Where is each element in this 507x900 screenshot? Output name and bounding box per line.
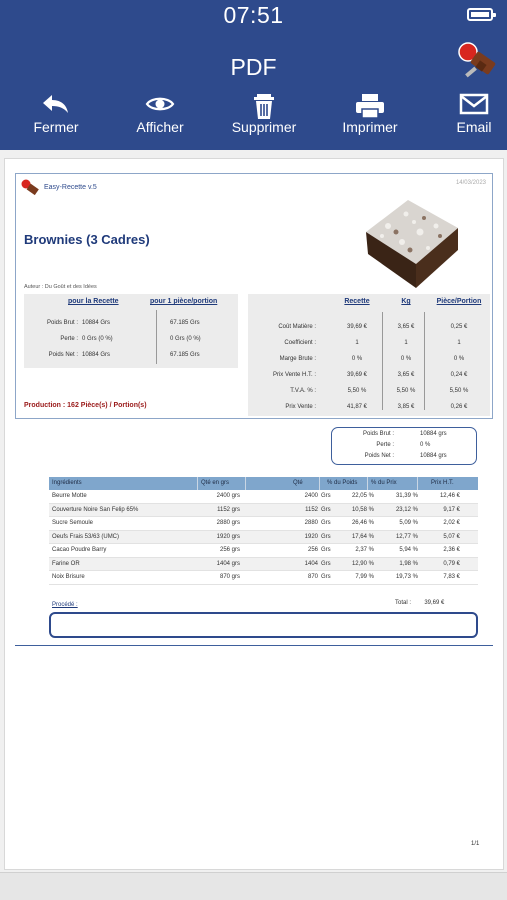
ingredient-cell-ph: 2,36 € <box>443 547 460 553</box>
ingredient-cell-name: Beurre Motte <box>52 493 87 499</box>
email-label: Email <box>456 119 492 135</box>
view-button[interactable] <box>110 92 210 135</box>
row-coefficient: Coefficient : 1 1 1 <box>284 340 461 346</box>
ingredient-cell-unit: Grs <box>321 520 331 526</box>
ingredient-cell-pp: 17,64 % <box>351 533 374 540</box>
ingredient-row <box>49 531 478 545</box>
bottom-bar <box>0 872 507 900</box>
app-name: Easy-Recette v.5 <box>44 184 97 191</box>
recipe-card <box>15 173 493 419</box>
ingredient-cell-name: Noix Brisure <box>52 574 85 580</box>
trash-icon <box>248 92 280 120</box>
ingredients-table <box>49 477 478 585</box>
print-label: Imprimer <box>342 119 398 135</box>
total-cost: Total : 39,69 € <box>395 600 445 606</box>
app-logo-icon <box>455 40 499 84</box>
ingredients-rows <box>49 490 478 585</box>
ingredient-cell-pp: 2,37 % <box>355 547 374 553</box>
email-button[interactable] <box>424 92 507 135</box>
production-summary: Production : 162 Pièce(s) / Portion(s) <box>24 402 147 409</box>
procede-label: Procédé : <box>52 602 78 608</box>
ingredient-cell-qg: 870 grs <box>219 574 240 580</box>
eye-icon <box>144 92 176 116</box>
ingredient-cell-ph: 5,07 € <box>443 533 460 540</box>
ingredient-cell-pr: 31,39 % <box>395 493 418 499</box>
ingredient-cell-unit: Grs <box>321 560 331 567</box>
envelope-icon <box>458 92 490 116</box>
ingredient-cell-pp: 10,58 % <box>351 506 374 513</box>
ingredient-cell-qg: 2400 grs <box>216 493 240 499</box>
header-pour-recette: pour la Recette <box>68 298 119 305</box>
ingredient-cell-ph: 0,79 € <box>443 560 460 567</box>
row-perte: Perte : 0 Grs (0 %) 0 Grs (0 %) <box>60 336 201 342</box>
ingredient-row <box>49 490 478 504</box>
row-poids-net: Poids Net : 10884 Grs 67.185 Grs <box>48 352 200 358</box>
ingredient-cell-unit: Grs <box>321 506 331 513</box>
toolbar <box>0 92 507 148</box>
ingredient-cell-unit: Grs <box>321 574 331 580</box>
header-kg: Kg <box>401 298 411 305</box>
ingredient-row <box>49 571 478 585</box>
procede-box <box>49 612 478 638</box>
ingredient-cell-q: 1920 <box>304 533 318 540</box>
page-number: 1/1 <box>471 841 480 847</box>
recipe-author: Auteur : Du Goût et des Idées <box>24 284 97 290</box>
ingredient-row <box>49 558 478 572</box>
delete-label: Supprimer <box>231 119 297 135</box>
ingredient-cell-q: 256 <box>307 547 318 553</box>
close-label: Fermer <box>33 119 79 135</box>
header-piece-portion: Pièce/Portion <box>436 298 482 305</box>
ingredient-cell-q: 870 <box>307 574 318 580</box>
weight-summary-box: Poids Brut : 10884 grs Perte : 0 % Poids Net : 10884 grs <box>331 427 477 465</box>
ingredient-cell-ph: 12,46 € <box>439 493 460 499</box>
divider <box>15 645 493 646</box>
close-button[interactable] <box>6 92 106 135</box>
ingredient-cell-q: 2400 <box>304 493 318 499</box>
delete-button[interactable] <box>214 92 314 135</box>
ingredient-cell-name: Sucre Semoule <box>52 520 94 526</box>
ingredient-cell-ph: 2,02 € <box>443 520 460 526</box>
ingredient-cell-pr: 1,98 % <box>399 560 418 567</box>
view-label: Afficher <box>136 119 184 135</box>
ingredient-cell-q: 1404 <box>304 560 318 567</box>
ingredient-cell-pr: 5,09 % <box>399 520 418 526</box>
ingredient-cell-pp: 12,90 % <box>351 560 374 567</box>
row-prix-vente-ht: Prix Vente H.T. : 39,69 € 3,65 € 0,24 € <box>272 372 468 378</box>
ingredient-cell-q: 1152 <box>305 506 318 513</box>
app-logo-small-icon <box>20 178 40 198</box>
ingredient-cell-qg: 256 grs <box>219 547 240 553</box>
ingredient-cell-pr: 12,77 % <box>395 533 418 540</box>
ingredient-cell-ph: 9,17 € <box>443 506 460 513</box>
ingredient-row <box>49 544 478 558</box>
row-tva: T.V.A. % : 5,50 % 5,50 % 5,50 % <box>290 388 469 394</box>
app-header <box>0 0 507 150</box>
ingredient-cell-pr: 5,94 % <box>399 547 418 553</box>
ingredient-cell-qg: 1404 grs <box>216 560 240 567</box>
ingredient-cell-pp: 7,99 % <box>355 574 374 580</box>
ingredient-cell-qg: 1920 grs <box>216 533 240 540</box>
ingredient-cell-unit: Grs <box>321 533 331 540</box>
cost-table <box>248 294 490 416</box>
row-poids-brut: Poids Brut : 10884 Grs 67.185 Grs <box>46 320 200 326</box>
ingredient-cell-pr: 19,73 % <box>395 574 418 580</box>
status-time: 07:51 <box>223 2 284 28</box>
back-arrow-icon <box>40 92 72 116</box>
ingredient-cell-pp: 26,46 % <box>351 520 374 526</box>
ingredient-cell-unit: Grs <box>321 547 331 553</box>
pdf-page[interactable] <box>4 158 504 870</box>
header-pour-piece: pour 1 pièce/portion <box>150 298 218 305</box>
ingredient-cell-pp: 22,05 % <box>351 493 374 499</box>
ingredient-cell-name: Oeufs Frais 53/63 (UMC) <box>52 533 120 540</box>
ingredient-cell-unit: Grs <box>321 493 331 499</box>
ingredient-cell-q: 2880 <box>304 520 318 526</box>
document-date: 14/03/2023 <box>455 180 486 186</box>
recipe-title: Brownies (3 Cadres) <box>24 232 150 247</box>
ingredient-cell-pr: 23,12 % <box>395 506 418 513</box>
print-button[interactable] <box>320 92 420 135</box>
row-prix-vente: Prix Vente : 41,87 € 3,85 € 0,26 € <box>285 404 468 410</box>
ingredient-cell-ph: 7,83 € <box>443 574 460 580</box>
row-cout-matiere: Coût Matière : 39,69 € 3,65 € 0,25 € <box>278 324 468 330</box>
ingredient-row <box>49 504 478 518</box>
page-title: PDF <box>230 54 277 80</box>
weight-table <box>24 294 238 368</box>
ingredient-cell-name: Couverture Noire San Felip 65% <box>52 506 139 513</box>
row-marge-brute: Marge Brute : 0 % 0 % 0 % <box>279 356 465 362</box>
battery-icon <box>467 8 493 21</box>
ingredient-cell-name: Cacao Poudre Barry <box>52 547 107 553</box>
printer-icon <box>353 92 387 120</box>
ingredient-cell-qg: 2880 grs <box>216 520 240 526</box>
ingredients-table-header: Ingrédients Qté en grs Qté % du Poids % du Prix Prix H.T. <box>49 477 478 490</box>
ingredient-row <box>49 517 478 531</box>
header-recette: Recette <box>344 298 370 305</box>
brownie-photo <box>358 192 464 292</box>
ingredient-cell-name: Farine OR <box>52 560 80 567</box>
ingredient-cell-qg: 1152 grs <box>217 506 240 513</box>
